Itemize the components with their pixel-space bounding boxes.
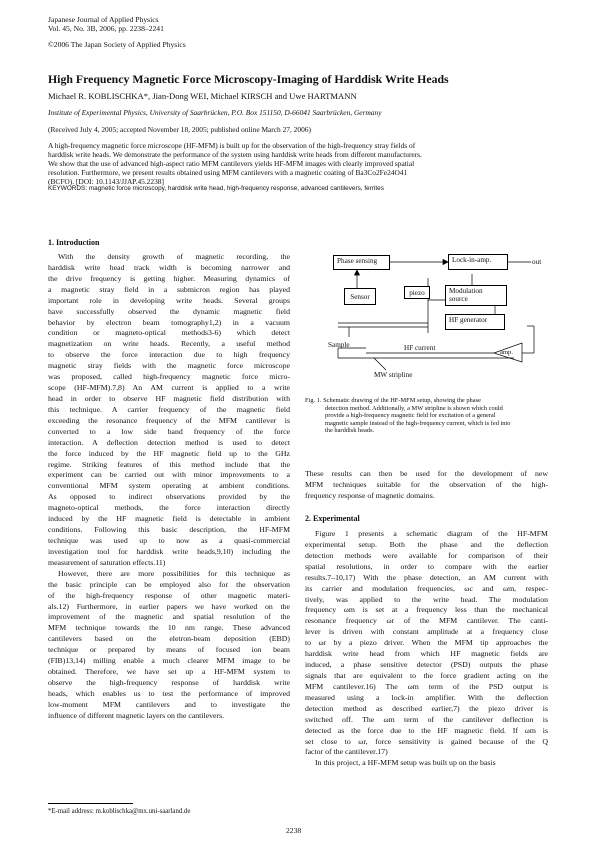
caption-line: the harddisk heads. bbox=[325, 427, 375, 434]
text-line: have successfully observed the dynamic magnetic field bbox=[48, 306, 290, 316]
text-line: influence of different magnetic layers on the cantilevers. bbox=[48, 710, 225, 720]
text-line: resonance frequency ωr of the MFM cantilever. The canti- bbox=[305, 616, 548, 626]
text-line: was proposed, called high-frequency magnetic force micro- bbox=[48, 372, 290, 382]
piezo-box: piezo bbox=[404, 286, 430, 299]
text-line: technique was used up to now as a quasi-commercial bbox=[48, 535, 290, 545]
text-line: scope (HF-MFM).7,8) An AM current is applied to a write bbox=[48, 383, 290, 393]
keywords: KEYWORDS: magnetic force microscopy, harddisk write head, high-frequency response, advanced cantilevers, ferrites bbox=[48, 185, 384, 192]
hf-generator-box: HF generator bbox=[445, 314, 505, 330]
text-line: experimental setup. Both the phase and the deflection bbox=[305, 539, 548, 549]
text-line: As opposed to indirect observations provided by the bbox=[48, 492, 290, 502]
text-line: detection methods were available for comparison of their bbox=[305, 550, 548, 560]
mw-stripline-label: MW stripline bbox=[374, 371, 413, 379]
caption-line: Fig. 1. Schematic drawing of the HF-MFM setup, showing the phase bbox=[305, 397, 481, 404]
text-line: this technique. A carrier frequency of the magnetic field bbox=[48, 404, 290, 414]
text-line: behavior by electron beam tomography1,2) in a vacuum bbox=[48, 317, 290, 327]
text-line: obtained. Therefore, we have set up a HF-MFM system to bbox=[48, 667, 290, 677]
modulation-source-box: Modulation source bbox=[445, 285, 507, 306]
text-line: converted to a low side band frequency of the force bbox=[48, 426, 290, 436]
out-label: out bbox=[532, 258, 542, 266]
affiliation: Institute of Experimental Physics, University of Saarbrücken, P.O. Box 151150, D-66041 Saarbrücken, Germany bbox=[48, 108, 382, 117]
caption-line: detection method. Additionally, a MW stripline is shown which could bbox=[325, 404, 503, 412]
text-line: spatial resolutions, in order to compare with the earlier bbox=[305, 561, 548, 571]
text-line: interaction. A deflection detection method is used to detect bbox=[48, 437, 290, 447]
copyright: ©2006 The Japan Society of Applied Physics bbox=[48, 40, 186, 49]
authors: Michael R. KOBLISCHKA*, Jian-Dong WEI, Michael KIRSCH and Uwe HARTMANN bbox=[48, 91, 357, 101]
received-dates: (Received July 4, 2005; accepted November 18, 2005; published online March 27, 2006) bbox=[48, 125, 311, 134]
abstract-line: We show that the use of advanced high-aspect ratio MFM cantilevers yields HF-MFM images with clearly improved spatial bbox=[48, 159, 415, 169]
text-line: magnetization on write heads. Recently, a useful method bbox=[48, 339, 290, 349]
text-line: cantilevers based on the eletron-beam deposition (EBD) bbox=[48, 634, 290, 644]
text-line: exceeding the resonance frequency of the MFM cantilever is bbox=[48, 415, 290, 425]
text-line: frequency response of magnetic domains. bbox=[305, 490, 435, 500]
text-line: low-moment MFM cantilevers and to investigate the bbox=[48, 699, 290, 709]
journal-name: Japanese Journal of Applied Physics bbox=[48, 15, 159, 24]
text-line: of the high-frequency response of other magnetic materi- bbox=[48, 590, 290, 600]
text-line: harddisk write head from which HF magnetic fields are bbox=[305, 649, 548, 659]
text-line: Figure 1 presents a schematic diagram of the HF-MFM bbox=[315, 529, 548, 538]
text-line: the force induced by the HF magnetic field up to the GHz bbox=[48, 448, 290, 458]
text-line: MFM techniques suitable for the observation of the high- bbox=[305, 479, 548, 489]
text-line: (FIB)13,14) milling enable a much clearer MFM image to be bbox=[48, 656, 290, 666]
page-number: 2238 bbox=[286, 826, 302, 835]
footnote-rule bbox=[48, 803, 133, 804]
figure-1 bbox=[324, 248, 545, 388]
text-line: its carrier and modulation frequencies, ωc and ωm, respec- bbox=[305, 583, 548, 593]
caption-line: provide a high-frequency magnetic field for excitation of a general bbox=[325, 412, 496, 419]
text-line: In this project, a HF-MFM setup was built up on the basis bbox=[315, 758, 496, 768]
figure-caption bbox=[305, 397, 548, 435]
text-line: important role in developing write heads. Several groups bbox=[48, 295, 290, 305]
text-line: to observe the force interaction due to high frequency bbox=[48, 350, 290, 360]
text-line: induced, a phase sensitive detector (PSD) outputs the phase bbox=[305, 660, 548, 670]
text-line: magneto-optical methods, the force interaction directly bbox=[48, 503, 290, 513]
text-line: frequency ωm is set at a frequency less than the mechanical bbox=[305, 605, 548, 615]
text-line: conventional MFM system operating at ambient conditions. bbox=[48, 481, 290, 491]
text-line: observe the high-frequency response of harddisk write bbox=[48, 677, 290, 687]
text-line: tively, was applied to the write head. The modulation bbox=[305, 594, 548, 604]
text-line: condition or magneto-optical methods3-6) which detect bbox=[48, 328, 290, 338]
phase-sensing-box: Phase sensing bbox=[333, 255, 390, 270]
section-heading-experimental: 2. Experimental bbox=[305, 514, 360, 523]
right-column-intro-end bbox=[305, 469, 548, 502]
caption-line: magnetic sample instead of the high-frequency current, which is fed into bbox=[325, 419, 511, 427]
sample-label: Sample bbox=[328, 341, 350, 349]
journal-volume: Vol. 45, No. 3B, 2006, pp. 2238–2241 bbox=[48, 24, 164, 33]
text-line: regime. Striking features of this method include that the bbox=[48, 459, 290, 469]
text-line: als.12) Furthermore, in earlier papers we have worked on the bbox=[48, 601, 290, 611]
text-line: signals that are equivalent to the force gradient acting on the bbox=[305, 670, 548, 680]
text-line: lever is driven with constant amplitude at a frequency close bbox=[305, 627, 548, 637]
abstract-line: resolution. Furthermore, we present results obtained using MFM cantilevers with a magnetic coating of Ba3Co2Fe24O41 bbox=[48, 168, 408, 178]
hf-current-label: HF current bbox=[404, 344, 436, 352]
text-line: improvement of the magnetic and spatial resolution of the bbox=[48, 612, 290, 622]
amp-label: amp. bbox=[500, 349, 514, 356]
text-line: heads, which enables us to test the performance of improved bbox=[48, 688, 290, 698]
abstract bbox=[48, 141, 547, 186]
text-line: measurement of saturation effects.11) bbox=[48, 557, 166, 567]
text-line: the basic principle can be employed also for the observation bbox=[48, 579, 290, 589]
text-line: harddisk write head track width is becoming narrower and bbox=[48, 262, 290, 272]
right-column-text bbox=[305, 529, 548, 769]
lockin-amp-box: Lock-in-amp. bbox=[448, 254, 508, 270]
paper-title: High Frequency Magnetic Force Microscopy-Imaging of Harddisk Write Heads bbox=[48, 72, 449, 86]
text-line: detected as the force due to the HF magnetic field. If ωm is bbox=[305, 725, 548, 735]
text-line: factor of the cantilever.17) bbox=[305, 747, 388, 757]
abstract-line: harddisk write heads. We demonstrate the performance of the system using harddisk write heads from different manufacturers. bbox=[48, 150, 422, 160]
text-line: induced by the HF magnetic field is detectable in ambient bbox=[48, 514, 290, 524]
text-line: With the density growth of magnetic recording, the bbox=[58, 252, 290, 261]
text-line: the drive frequency is getting higher. Measuring dynamics of bbox=[48, 273, 290, 283]
left-column-text bbox=[48, 252, 290, 722]
text-line: These results can then be used for the development of new bbox=[305, 469, 548, 478]
abstract-line: A high-frequency magnetic force microscope (HF-MFM) is built up for the observation of the high-frequency stray fields of bbox=[48, 141, 416, 150]
text-line: to ωr by a piezo driver. When the MFM tip approaches the bbox=[305, 638, 548, 648]
text-line: conditions. Following this basic description, the HF-MFM bbox=[48, 525, 290, 535]
text-line: detection method as described earlier,7) the piezo driver is bbox=[305, 703, 548, 713]
text-line: investigation tool for harddisk write heads,9,10) including the bbox=[48, 546, 290, 556]
text-line: a magnetic stray field in a submicron region has played bbox=[48, 284, 290, 294]
text-line: However, there are more possibilities for this technique as bbox=[58, 568, 290, 578]
text-line: set close to ωr, force sensitivity is gained because of the Q bbox=[305, 736, 548, 746]
text-line: head in order to observe HF magnetic field distribution with bbox=[48, 393, 290, 403]
text-line: MFM technique towards the 10 nm range. These advanced bbox=[48, 623, 290, 633]
text-line: switched off. The ωm term of the cantilever deflection is bbox=[305, 714, 548, 724]
abstract-line: (BCFO). [DOI: 10.1143/JJAP.45.2238] bbox=[48, 177, 164, 187]
text-line: technique or prepared by means of focused ion beam bbox=[48, 645, 290, 655]
section-heading-introduction: 1. Introduction bbox=[48, 238, 100, 247]
text-line: results.7–10,17) With the phase detection, an AM current with bbox=[305, 572, 548, 582]
text-line: magnetic stray fields with the magnetic force microscope bbox=[48, 361, 290, 371]
footnote: *E-mail address: m.koblischka@mx.uni-saarland.de bbox=[48, 808, 191, 815]
text-line: measured using a lock-in amplifier. With the deflection bbox=[305, 692, 548, 702]
sensor-box: Sensor bbox=[344, 288, 376, 305]
text-line: experiment can be carried out with minor improvements to a bbox=[48, 470, 290, 480]
text-line: MFM cantilever.16) The ωm term of the PSD output is bbox=[305, 681, 548, 691]
